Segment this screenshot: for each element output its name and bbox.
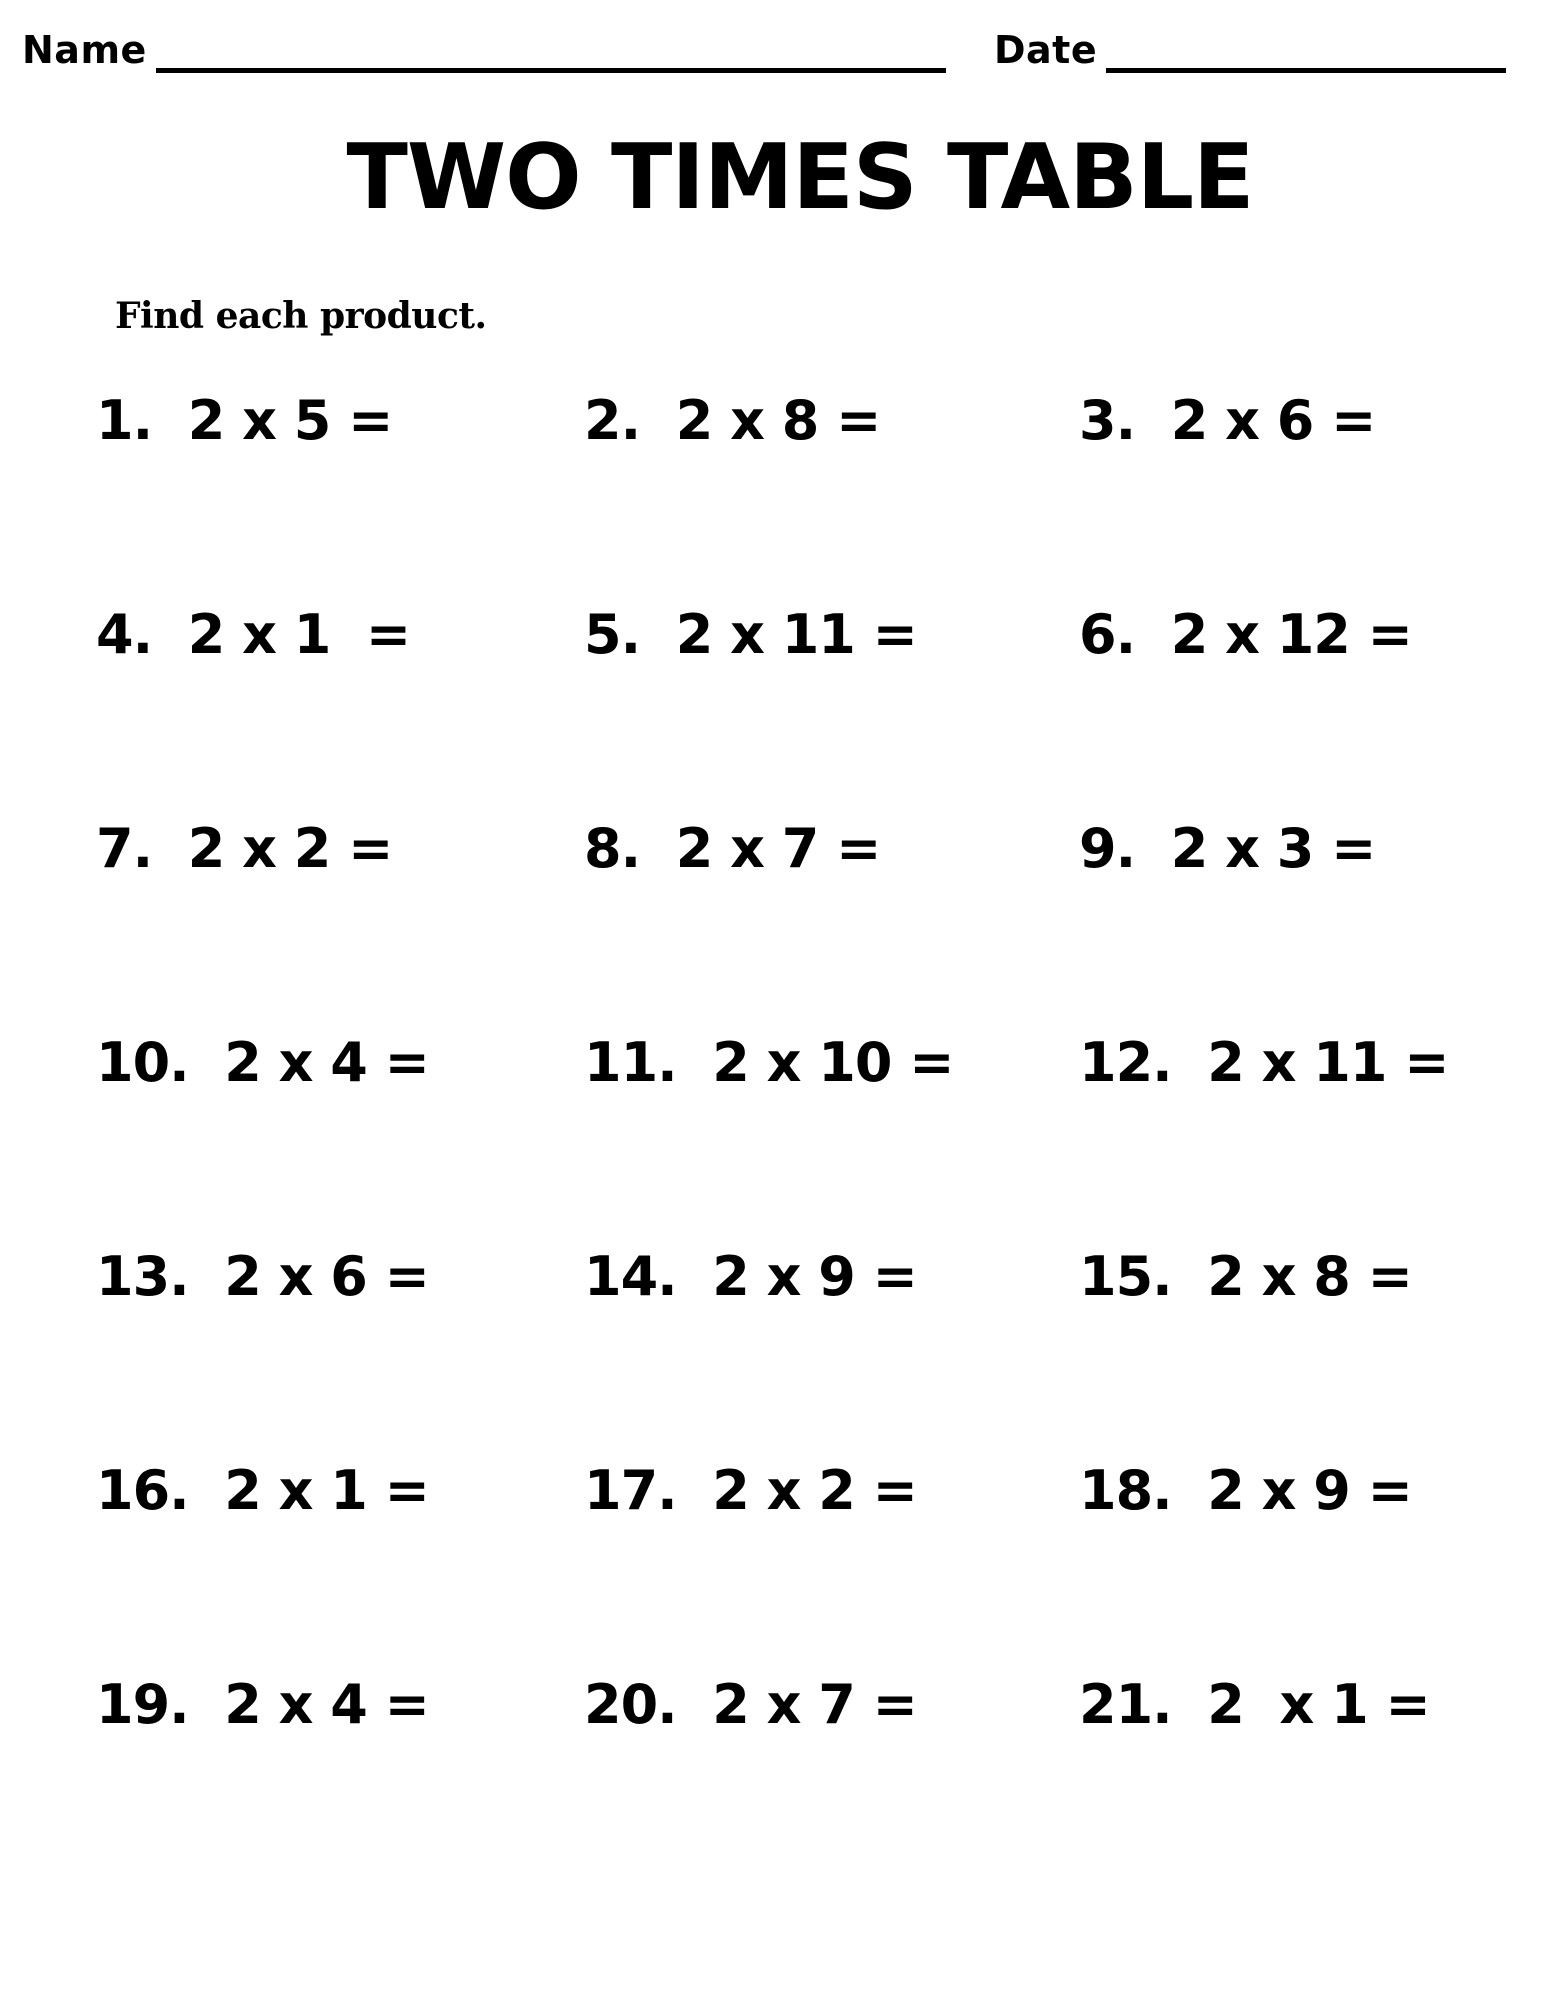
problem-expression: 2 x 9 = [1207,1459,1412,1522]
page-title: TWO TIMES TABLE [346,125,1254,230]
problem-expression: 2 x 7 = [712,1673,917,1736]
problem-2 [584,390,1079,604]
problem-expression: 2 x 1 = [187,603,411,666]
problem-expression: 2 x 12 = [1170,603,1412,666]
problem-expression: 2 x 8 = [675,389,881,452]
name-label: Name [22,28,147,72]
problem-number: 14. [584,1245,677,1308]
problem-grid [96,390,1506,1888]
problem-number: 3. [1079,389,1136,452]
problem-number: 15. [1079,1245,1172,1308]
problem-expression: 2 x 10 = [712,1031,954,1094]
problem-8 [584,818,1079,1032]
problem-number: 16. [96,1459,189,1522]
problem-number: 1. [96,389,153,452]
problem-17 [584,1460,1079,1674]
problem-expression: 2 x 11 = [675,603,917,666]
problem-number: 2. [584,389,641,452]
problem-number: 19. [96,1673,189,1736]
problem-6 [1079,604,1506,818]
problem-9 [1079,818,1506,1032]
problem-number: 5. [584,603,641,666]
problem-expression: 2 x 9 = [712,1245,917,1308]
problem-number: 11. [584,1031,677,1094]
problem-3 [1079,390,1506,604]
problem-15 [1079,1246,1506,1460]
problem-14 [584,1246,1079,1460]
problem-expression: 2 x 5 = [187,389,393,452]
problem-number: 6. [1079,603,1136,666]
problem-5 [584,604,1079,818]
problem-expression: 2 x 4 = [224,1031,429,1094]
problem-number: 17. [584,1459,677,1522]
problem-number: 13. [96,1245,189,1308]
problem-13 [96,1246,584,1460]
problem-number: 20. [584,1673,677,1736]
problem-expression: 2 x 11 = [1207,1031,1449,1094]
problem-19 [96,1674,584,1888]
problem-11 [584,1032,1079,1246]
problem-expression: 2 x 1 = [224,1459,429,1522]
problem-1 [96,390,584,604]
header-row [22,22,1512,82]
instructions: Find each product. [115,295,487,337]
problem-number: 9. [1079,817,1136,880]
problem-expression: 2 x 8 = [1207,1245,1412,1308]
problem-expression: 2 x 1 = [1207,1673,1430,1736]
problem-expression: 2 x 2 = [712,1459,917,1522]
problem-number: 7. [96,817,153,880]
problem-expression: 2 x 3 = [1170,817,1376,880]
problem-20 [584,1674,1079,1888]
problem-12 [1079,1032,1506,1246]
problem-number: 12. [1079,1031,1172,1094]
problem-expression: 2 x 4 = [224,1673,429,1736]
problem-expression: 2 x 6 = [224,1245,429,1308]
problem-number: 21. [1079,1673,1172,1736]
problem-18 [1079,1460,1506,1674]
problem-7 [96,818,584,1032]
problem-10 [96,1032,584,1246]
name-line[interactable] [156,68,946,73]
problem-expression: 2 x 2 = [187,817,393,880]
problem-number: 4. [96,603,153,666]
problem-16 [96,1460,584,1674]
date-line[interactable] [1106,68,1506,73]
problem-number: 10. [96,1031,189,1094]
problem-expression: 2 x 6 = [1170,389,1376,452]
problem-4 [96,604,584,818]
problem-number: 8. [584,817,641,880]
problem-number: 18. [1079,1459,1172,1522]
problem-expression: 2 x 7 = [675,817,881,880]
date-label: Date [994,28,1098,72]
problem-21 [1079,1674,1506,1888]
